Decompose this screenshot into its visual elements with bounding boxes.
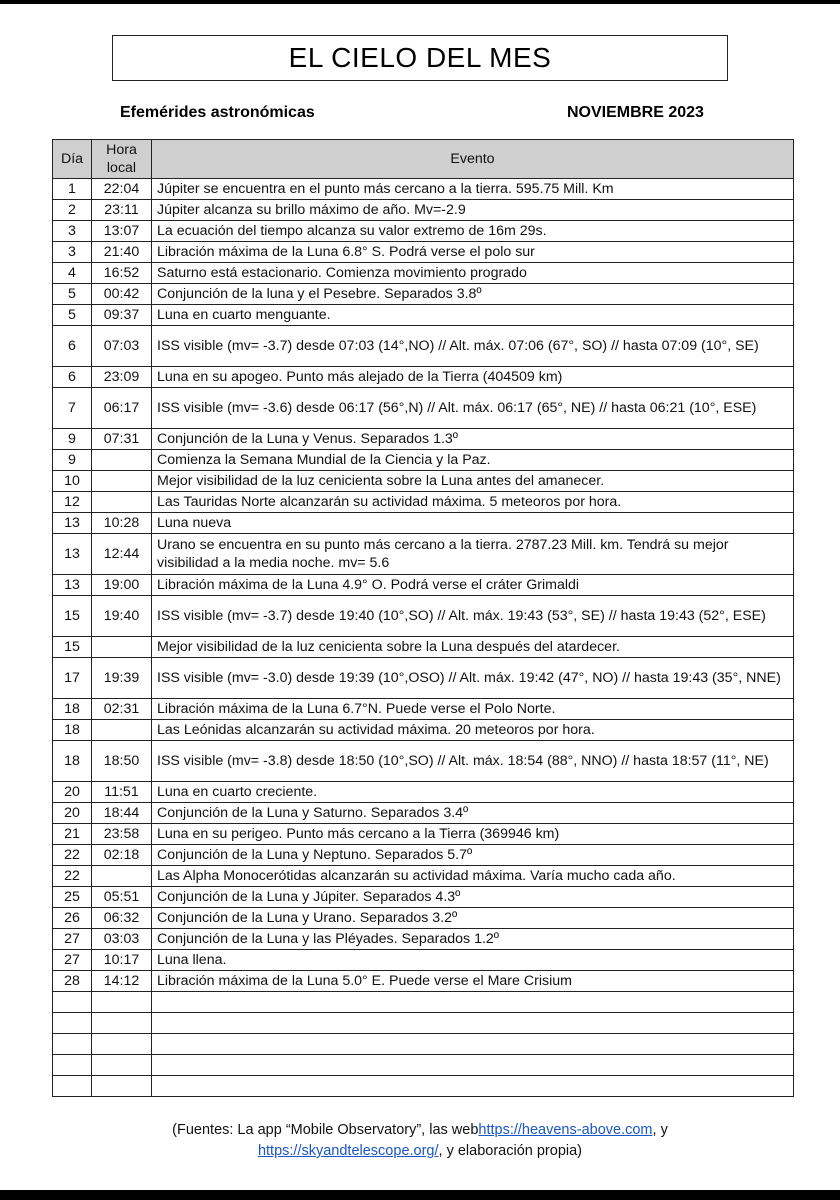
cell-event [152, 992, 794, 1013]
cell-time: 19:39 [92, 658, 152, 699]
cell-day: 21 [53, 824, 92, 845]
table-body [53, 179, 794, 1097]
cell-time [92, 992, 152, 1013]
cell-day: 15 [53, 637, 92, 658]
heavens-above-link[interactable]: https://heavens-above.com [478, 1122, 653, 1138]
cell-event: Luna en su perigeo. Punto más cercano a la Tierra (369946 km) [152, 824, 794, 845]
table-row [53, 929, 794, 950]
cell-time [92, 720, 152, 741]
cell-time [92, 492, 152, 513]
cell-day [53, 1055, 92, 1076]
cell-time [92, 1076, 152, 1097]
cell-day: 15 [53, 596, 92, 637]
cell-event: ISS visible (mv= -3.0) desde 19:39 (10°,OSO) // Alt. máx. 19:42 (47°, NO) // hasta 19:43 (35°, NNE) [152, 658, 794, 699]
cell-day: 12 [53, 492, 92, 513]
cell-event: Libración máxima de la Luna 6.8° S. Podrá verse el polo sur [152, 242, 794, 263]
footer-middle: , y [652, 1122, 668, 1138]
cell-time: 09:37 [92, 305, 152, 326]
cell-time: 10:28 [92, 513, 152, 534]
cell-event: ISS visible (mv= -3.6) desde 06:17 (56°,N) // Alt. máx. 06:17 (65°, NE) // hasta 06:21 (10°, ESE) [152, 388, 794, 429]
cell-event: Comienza la Semana Mundial de la Ciencia y la Paz. [152, 450, 794, 471]
table-row [53, 388, 794, 429]
cell-day: 20 [53, 803, 92, 824]
cell-time [92, 1055, 152, 1076]
cell-time: 00:42 [92, 284, 152, 305]
footer-suffix: , y elaboración propia) [438, 1143, 583, 1159]
cell-time [92, 866, 152, 887]
cell-event: Las Tauridas Norte alcanzarán su actividad máxima. 5 meteoros por hora. [152, 492, 794, 513]
table-row [53, 803, 794, 824]
cell-time: 19:00 [92, 575, 152, 596]
cell-day: 2 [53, 200, 92, 221]
cell-day [53, 1034, 92, 1055]
cell-day: 17 [53, 658, 92, 699]
cell-event: Urano se encuentra en su punto más cercano a la tierra. 2787.23 Mill. km. Tendrá su mejor visibilidad a la media noche. mv= 5.6 [152, 534, 794, 575]
table-row [53, 971, 794, 992]
cell-time [92, 471, 152, 492]
cell-day: 28 [53, 971, 92, 992]
cell-event: Libración máxima de la Luna 6.7°N. Puede verse el Polo Norte. [152, 699, 794, 720]
table-row [53, 575, 794, 596]
cell-event: Saturno está estacionario. Comienza movimiento progrado [152, 263, 794, 284]
table-row [53, 305, 794, 326]
table-row [53, 429, 794, 450]
cell-time: 21:40 [92, 242, 152, 263]
cell-time: 12:44 [92, 534, 152, 575]
table-row-empty [53, 992, 794, 1013]
cell-event: Las Alpha Monocerótidas alcanzarán su actividad máxima. Varía mucho cada año. [152, 866, 794, 887]
cell-event: Libración máxima de la Luna 5.0° E. Puede verse el Mare Crisium [152, 971, 794, 992]
page-title-text: EL CIELO DEL MES [288, 42, 552, 73]
cell-event [152, 1034, 794, 1055]
cell-event: Conjunción de la Luna y las Pléyades. Separados 1.2º [152, 929, 794, 950]
month-label: NOVIEMBRE 2023 [567, 104, 704, 121]
cell-time: 13:07 [92, 221, 152, 242]
cell-day: 18 [53, 720, 92, 741]
table-row [53, 637, 794, 658]
cell-day: 10 [53, 471, 92, 492]
table-row [53, 887, 794, 908]
cell-day: 7 [53, 388, 92, 429]
ephemeris-table [52, 139, 794, 1097]
cell-day [53, 1013, 92, 1034]
footer-prefix: (Fuentes: La app “Mobile Observatory”, las web [172, 1122, 479, 1138]
cell-event: Conjunción de la Luna y Saturno. Separados 3.4º [152, 803, 794, 824]
cell-day: 6 [53, 367, 92, 388]
table-row [53, 866, 794, 887]
table-row [53, 741, 794, 782]
cell-day [53, 992, 92, 1013]
cell-time [92, 1034, 152, 1055]
table-row [53, 179, 794, 200]
table-row [53, 450, 794, 471]
cell-time: 23:09 [92, 367, 152, 388]
table-row [53, 492, 794, 513]
table-row-empty [53, 1034, 794, 1055]
cell-event: Conjunción de la Luna y Venus. Separados 1.3º [152, 429, 794, 450]
cell-time: 03:03 [92, 929, 152, 950]
table-row [53, 200, 794, 221]
cell-time: 14:12 [92, 971, 152, 992]
cell-day: 5 [53, 284, 92, 305]
cell-day: 18 [53, 699, 92, 720]
table-row-empty [53, 1013, 794, 1034]
cell-day: 18 [53, 741, 92, 782]
section-subtitle: Efemérides astronómicas [120, 104, 315, 121]
table-row [53, 513, 794, 534]
cell-time: 18:44 [92, 803, 152, 824]
table-row [53, 596, 794, 637]
cell-time: 07:03 [92, 326, 152, 367]
cell-day: 9 [53, 450, 92, 471]
cell-time: 16:52 [92, 263, 152, 284]
cell-time: 07:31 [92, 429, 152, 450]
cell-event: Conjunción de la Luna y Júpiter. Separados 4.3º [152, 887, 794, 908]
table-row [53, 908, 794, 929]
top-border-bar [0, 0, 840, 4]
cell-event: Las Leónidas alcanzarán su actividad máxima. 20 meteoros por hora. [152, 720, 794, 741]
cell-time: 22:04 [92, 179, 152, 200]
cell-day: 25 [53, 887, 92, 908]
cell-event: Libración máxima de la Luna 4.9° O. Podrá verse el cráter Grimaldi [152, 575, 794, 596]
cell-event: ISS visible (mv= -3.7) desde 07:03 (14°,NO) // Alt. máx. 07:06 (67°, SO) // hasta 07:09 (10°, SE) [152, 326, 794, 367]
cell-event: ISS visible (mv= -3.7) desde 19:40 (10°,SO) // Alt. máx. 19:43 (53°, SE) // hasta 19:43 (52°, ESE) [152, 596, 794, 637]
cell-time: 23:11 [92, 200, 152, 221]
table-row [53, 284, 794, 305]
cell-day: 22 [53, 866, 92, 887]
cell-event: Conjunción de la luna y el Pesebre. Separados 3.8º [152, 284, 794, 305]
column-header-time: Hora local [92, 140, 152, 179]
table-row [53, 699, 794, 720]
table-row [53, 263, 794, 284]
cell-time [92, 1013, 152, 1034]
cell-day: 13 [53, 575, 92, 596]
table-row [53, 221, 794, 242]
table-row [53, 720, 794, 741]
table-row-empty [53, 1076, 794, 1097]
column-header-event: Evento [152, 140, 794, 179]
cell-time: 11:51 [92, 782, 152, 803]
cell-time: 18:50 [92, 741, 152, 782]
table-row [53, 471, 794, 492]
cell-event: La ecuación del tiempo alcanza su valor extremo de 16m 29s. [152, 221, 794, 242]
cell-event: ISS visible (mv= -3.8) desde 18:50 (10°,SO) // Alt. máx. 18:54 (88°, NNO) // hasta 18:57 (11°, NE) [152, 741, 794, 782]
cell-day: 1 [53, 179, 92, 200]
cell-event: Luna llena. [152, 950, 794, 971]
cell-day: 22 [53, 845, 92, 866]
cell-day: 27 [53, 929, 92, 950]
cell-event: Conjunción de la Luna y Urano. Separados 3.2º [152, 908, 794, 929]
table-row [53, 782, 794, 803]
cell-time: 10:17 [92, 950, 152, 971]
cell-day [53, 1076, 92, 1097]
cell-time [92, 637, 152, 658]
sources-footer [60, 1120, 780, 1162]
cell-event: Mejor visibilidad de la luz cenicienta sobre la Luna después del atardecer. [152, 637, 794, 658]
cell-event: Luna nueva [152, 513, 794, 534]
cell-day: 26 [53, 908, 92, 929]
table-row [53, 950, 794, 971]
cell-event: Luna en su apogeo. Punto más alejado de la Tierra (404509 km) [152, 367, 794, 388]
cell-day: 3 [53, 242, 92, 263]
table-row [53, 845, 794, 866]
table-row [53, 242, 794, 263]
cell-time: 02:31 [92, 699, 152, 720]
cell-day: 13 [53, 513, 92, 534]
cell-time: 23:58 [92, 824, 152, 845]
cell-day: 5 [53, 305, 92, 326]
cell-event: Luna en cuarto creciente. [152, 782, 794, 803]
cell-time: 06:17 [92, 388, 152, 429]
cell-event [152, 1013, 794, 1034]
cell-time [92, 450, 152, 471]
skyandtelescope-link[interactable]: https://skyandtelescope.org/ [257, 1143, 439, 1159]
table-row [53, 658, 794, 699]
cell-event: Luna en cuarto menguante. [152, 305, 794, 326]
cell-event: Mejor visibilidad de la luz cenicienta sobre la Luna antes del amanecer. [152, 471, 794, 492]
cell-event: Júpiter se encuentra en el punto más cercano a la tierra. 595.75 Mill. Km [152, 179, 794, 200]
bottom-border-bar [0, 1190, 840, 1200]
table-row [53, 824, 794, 845]
cell-event [152, 1055, 794, 1076]
column-header-day: Día [53, 140, 92, 179]
cell-time: 05:51 [92, 887, 152, 908]
table-row [53, 326, 794, 367]
cell-event: Conjunción de la Luna y Neptuno. Separados 5.7º [152, 845, 794, 866]
cell-day: 13 [53, 534, 92, 575]
cell-day: 4 [53, 263, 92, 284]
cell-time: 19:40 [92, 596, 152, 637]
table-row [53, 367, 794, 388]
cell-time: 06:32 [92, 908, 152, 929]
table-row-empty [53, 1055, 794, 1076]
cell-day: 6 [53, 326, 92, 367]
cell-time: 02:18 [92, 845, 152, 866]
cell-event: Júpiter alcanza su brillo máximo de año. Mv=-2.9 [152, 200, 794, 221]
cell-day: 20 [53, 782, 92, 803]
table-row [53, 534, 794, 575]
table-header-row [53, 140, 794, 179]
cell-day: 27 [53, 950, 92, 971]
page-title [112, 35, 728, 81]
cell-day: 9 [53, 429, 92, 450]
cell-day: 3 [53, 221, 92, 242]
cell-event [152, 1076, 794, 1097]
